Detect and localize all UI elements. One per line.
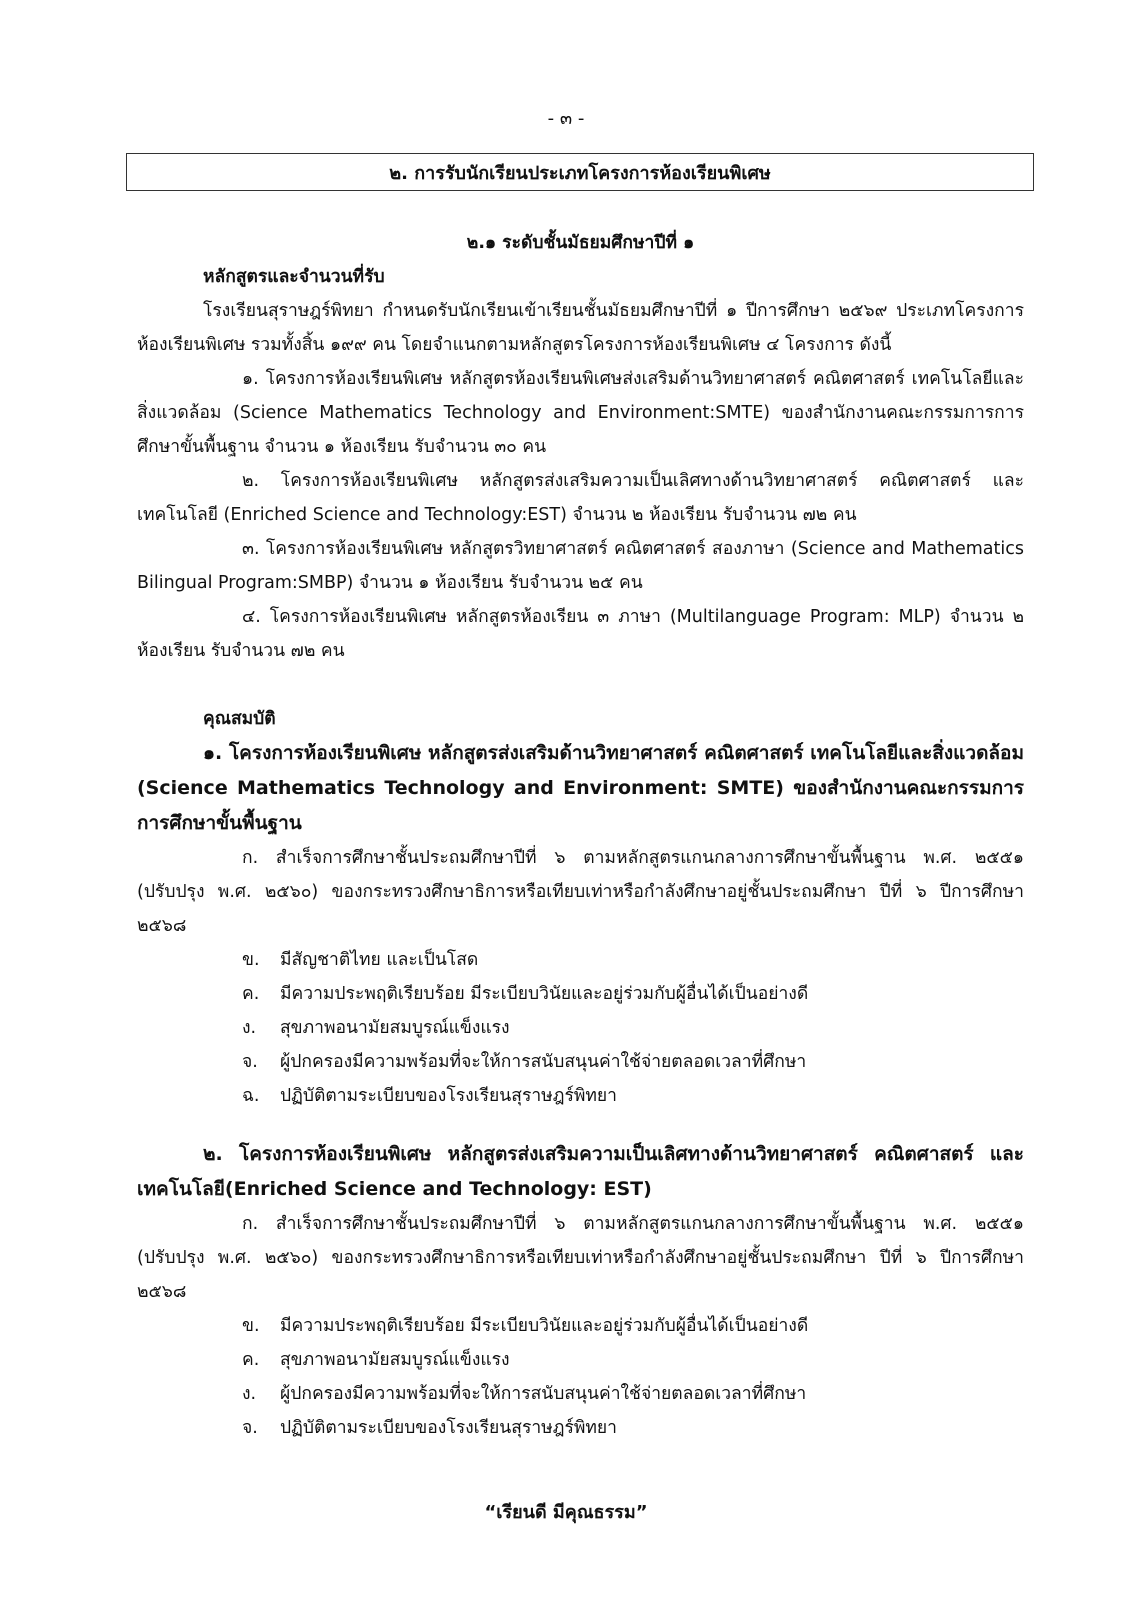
program-3: ๓. โครงการห้องเรียนพิเศษ หลักสูตรวิทยาศาสตร์ คณิตศาสตร์ สองภาษา (Science and Mathematics Bilingual Program:SMBP) จำนวน ๑ ห้องเรียน รับจำนวน ๒๕ คน (137, 539, 1024, 593)
qual-group1-heading: ๑. โครงการห้องเรียนพิเศษ หลักสูตรส่งเสริมด้านวิทยาศาสตร์ คณิตศาสตร์ เทคโนโลยีและสิ่งแวดล้อม (Science Mathematics Technology and Environment: SMTE) ของสำนักงานคณะกรรมการการศึกษาขั้นพื้นฐาน (137, 742, 1024, 834)
intro-paragraph: โรงเรียนสุราษฎร์พิทยา กำหนดรับนักเรียนเข้าเรียนชั้นมัธยมศึกษาปีที่ ๑ ปีการศึกษา ๒๕๖๙ ประเภทโครงการห้องเรียนพิเศษ รวมทั้งสิ้น ๑๙๙ คน โดยจำแนกตามหลักสูตรโครงการห้องเรียนพิเศษ ๔ โครงการ ดังนี้ (137, 301, 1024, 355)
program-2: ๒. โครงการห้องเรียนพิเศษ หลักสูตรส่งเสริมความเป็นเลิศทางด้านวิทยาศาสตร์ คณิตศาสตร์ และเทคโนโลยี (Enriched Science and Technology:EST) จำนวน ๒ ห้องเรียน รับจำนวน ๗๒ คน (137, 471, 1024, 525)
list-item: ค. มีความประพฤติเรียบร้อย มีระเบียบวินัยและอยู่ร่วมกับผู้อื่นได้เป็นอย่างดี (242, 984, 809, 1004)
qualifications-heading: คุณสมบัติ (203, 709, 276, 729)
list-item: ง. ผู้ปกครองมีความพร้อมที่จะให้การสนับสนุนค่าใช้จ่ายตลอดเวลาที่ศึกษา (242, 1384, 807, 1404)
motto: “เรียนดี มีคุณธรรม” (484, 1502, 648, 1523)
section-title-box (126, 153, 1034, 191)
program-1: ๑. โครงการห้องเรียนพิเศษ หลักสูตรห้องเรียนพิเศษส่งเสริมด้านวิทยาศาสตร์ คณิตศาสตร์ เทคโนโลยีและสิ่งแวดล้อม (Science Mathematics Technology and Environment:SMTE) ของสำนักงานคณะกรรมการการศึกษาขั้นพื้นฐาน จำนวน ๑ ห้องเรียน รับจำนวน ๓๐ คน (137, 369, 1024, 457)
subsection-title: ๒.๑ ระดับชั้นมัธยมศึกษาปีที่ ๑ (466, 233, 695, 253)
qual-group2-heading: ๒. โครงการห้องเรียนพิเศษ หลักสูตรส่งเสริมความเป็นเลิศทางด้านวิทยาศาสตร์ คณิตศาสตร์ และเทคโนโลยี(Enriched Science and Technology: EST) (137, 1143, 1024, 1200)
list-item: ข. มีความประพฤติเรียบร้อย มีระเบียบวินัยและอยู่ร่วมกับผู้อื่นได้เป็นอย่างดี (242, 1316, 809, 1336)
list-item: ฉ. ปฏิบัติตามระเบียบของโรงเรียนสุราษฎร์พิทยา (242, 1086, 618, 1106)
list-item: จ. ผู้ปกครองมีความพร้อมที่จะให้การสนับสนุนค่าใช้จ่ายตลอดเวลาที่ศึกษา (242, 1052, 807, 1072)
list-item: ง. สุขภาพอนามัยสมบูรณ์แข็งแรง (242, 1018, 510, 1038)
curriculum-heading: หลักสูตรและจำนวนที่รับ (203, 267, 385, 287)
program-4: ๔. โครงการห้องเรียนพิเศษ หลักสูตรห้องเรียน ๓ ภาษา (Multilanguage Program: MLP) จำนวน ๒ ห้องเรียน รับจำนวน ๗๒ คน (137, 607, 1024, 661)
list-item: ข. มีสัญชาติไทย และเป็นโสด (242, 950, 479, 970)
qual-group1-item-a: ก. สำเร็จการศึกษาชั้นประถมศึกษาปีที่ ๖ ตามหลักสูตรแกนกลางการศึกษาขั้นพื้นฐาน พ.ศ. ๒๕๕๑ (ปรับปรุง พ.ศ. ๒๕๖๐) ของกระทรวงศึกษาธิการหรือเทียบเท่าหรือกำลังศึกษาอยู่ชั้นประถมศึกษา ปีที่ ๖ ปีการศึกษา ๒๕๖๘ (137, 848, 1024, 936)
list-item: ค. สุขภาพอนามัยสมบูรณ์แข็งแรง (242, 1350, 510, 1370)
list-item: จ. ปฏิบัติตามระเบียบของโรงเรียนสุราษฎร์พิทยา (242, 1418, 618, 1438)
page-number: - ๓ - (547, 108, 585, 129)
document-body (137, 226, 1024, 1445)
section-title: ๒. การรับนักเรียนประเภทโครงการห้องเรียนพิเศษ (389, 162, 771, 184)
qual-group2-item-a: ก. สำเร็จการศึกษาชั้นประถมศึกษาปีที่ ๖ ตามหลักสูตรแกนกลางการศึกษาขั้นพื้นฐาน พ.ศ. ๒๕๕๑ (ปรับปรุง พ.ศ. ๒๕๖๐) ของกระทรวงศึกษาธิการหรือเทียบเท่าหรือกำลังศึกษาอยู่ชั้นประถมศึกษา ปีที่ ๖ ปีการศึกษา ๒๕๖๘ (137, 1214, 1024, 1302)
